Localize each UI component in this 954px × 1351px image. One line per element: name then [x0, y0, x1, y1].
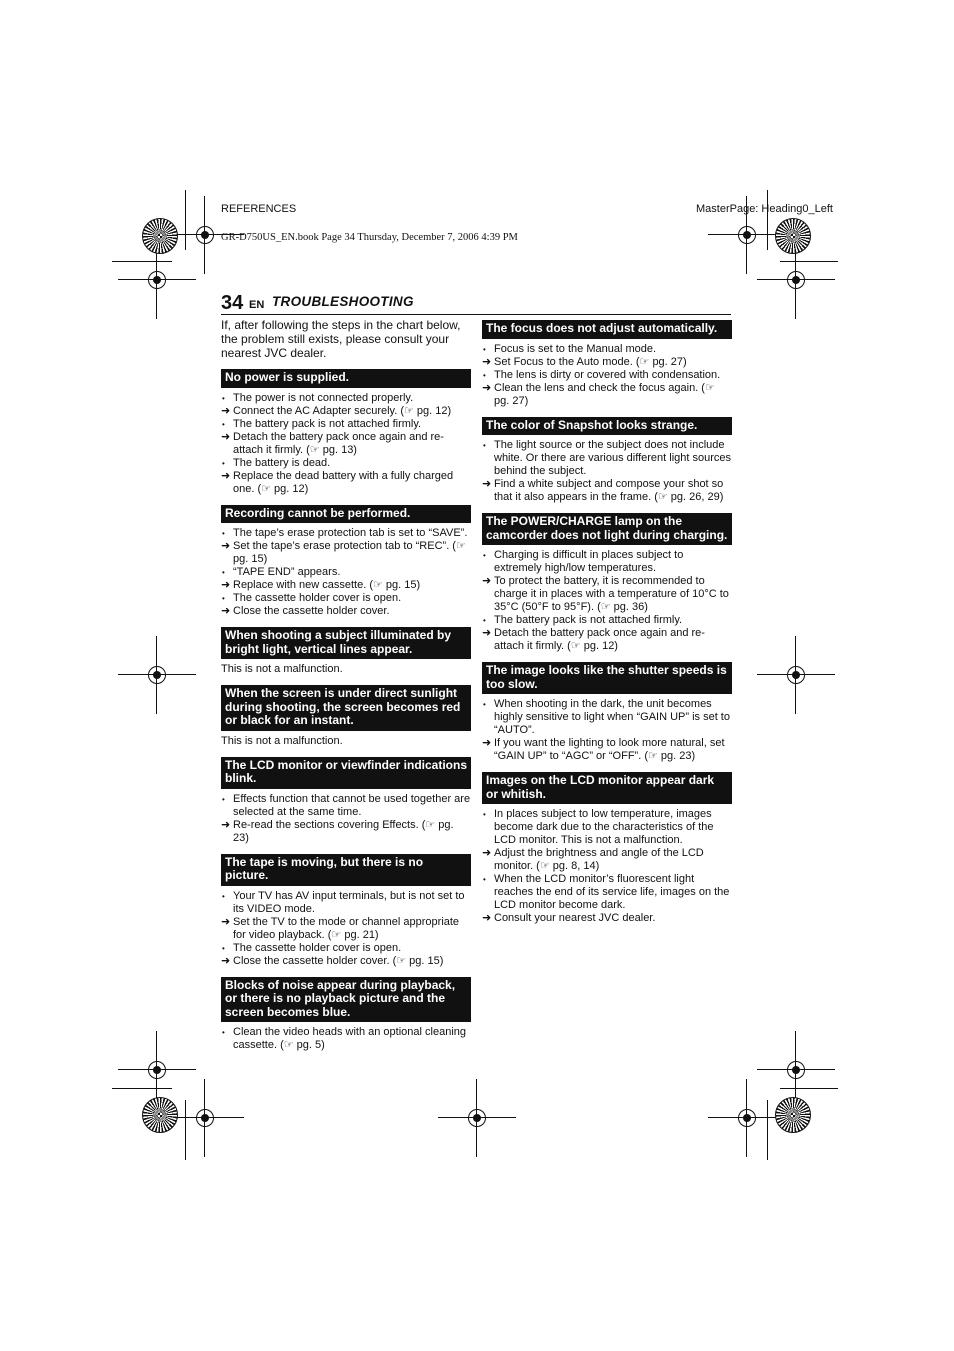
registration-mark-icon	[732, 220, 762, 250]
problem-remedy	[221, 579, 471, 592]
item-text: Effects function that cannot be used together are selected at the same time.	[233, 792, 471, 818]
registration-mark-icon	[190, 220, 220, 250]
item-text: Set the TV to the mode or channel appropriate for video playback. (☞ pg. 21)	[233, 915, 460, 941]
crop-mark	[185, 1100, 186, 1160]
trouble-section-title: The tape is moving, but there is no picture.	[221, 854, 471, 886]
bullet-icon: •	[483, 370, 486, 380]
problem-cause	[221, 890, 471, 916]
item-text: Connect the AC Adapter securely. (☞ pg. 12)	[233, 404, 452, 417]
trouble-section	[482, 513, 732, 653]
problem-cause	[482, 614, 732, 627]
arrow-right-icon: ➜	[482, 912, 492, 924]
registration-mark-icon	[142, 660, 172, 690]
arrow-right-icon: ➜	[221, 915, 231, 928]
trouble-section-title: The LCD monitor or viewfinder indications blink.	[221, 757, 471, 789]
problem-remedy	[482, 382, 732, 408]
bullet-icon: •	[483, 441, 486, 450]
bullet-icon: •	[222, 891, 225, 901]
item-text: Detach the battery pack once again and re-attach it firmly. (☞ pg. 13)	[233, 430, 444, 456]
trouble-section	[221, 627, 471, 676]
problem-cause	[221, 592, 471, 605]
problem-cause	[482, 549, 732, 575]
item-text: Replace with new cassette. (☞ pg. 15)	[233, 579, 421, 591]
problem-cause	[221, 527, 471, 540]
item-text: Focus is set to the Manual mode.	[494, 342, 657, 355]
item-text: Close the cassette holder cover. (☞ pg. 15)	[233, 954, 444, 967]
bullet-icon: •	[222, 568, 225, 577]
item-text: The cassette holder cover is open.	[233, 592, 402, 604]
page-heading	[221, 292, 731, 315]
problem-cause	[221, 566, 471, 579]
crop-mark	[780, 1088, 838, 1089]
arrow-right-icon: ➜	[221, 540, 231, 552]
bullet-icon: •	[483, 875, 486, 884]
trouble-section-title: The focus does not adjust automatically.	[482, 320, 732, 339]
problem-remedy	[221, 916, 471, 942]
item-text: Set Focus to the Auto mode. (☞ pg. 27)	[494, 355, 687, 368]
item-text: Re-read the sections covering Effects. (☞ pg. 23)	[233, 818, 454, 844]
problem-cause	[482, 808, 732, 847]
header-right: MasterPage: Heading0_Left	[696, 203, 833, 215]
item-text: If you want the lighting to look more natural, set “GAIN UP” to “AGC” or “OFF”. (☞ pg. 23)	[494, 737, 725, 762]
item-text: “TAPE END” appears.	[233, 566, 341, 578]
arrow-right-icon: ➜	[221, 430, 231, 443]
crop-mark	[767, 190, 768, 250]
trouble-section-title: Blocks of noise appear during playback, or there is no playback picture and the screen becomes blue.	[221, 977, 471, 1023]
problem-remedy	[221, 540, 471, 566]
problem-note	[221, 663, 471, 676]
trouble-section-title: When shooting a subject illuminated by bright light, vertical lines appear.	[221, 627, 471, 659]
problem-cause	[221, 793, 471, 819]
arrow-right-icon: ➜	[221, 818, 231, 831]
item-text: When the LCD monitor’s fluorescent light reaches the end of its service life, images on the LCD monitor become dark.	[494, 873, 730, 911]
trouble-section	[482, 662, 732, 763]
bullet-icon: •	[483, 810, 486, 819]
item-text: Charging is difficult in places subject to extremely high/low temperatures.	[494, 549, 684, 574]
header-left: REFERENCES	[221, 203, 297, 215]
registration-mark-icon	[462, 1103, 492, 1133]
registration-mark-icon	[190, 1103, 220, 1133]
trouble-section	[482, 417, 732, 505]
trouble-section-title: No power is supplied.	[221, 369, 471, 388]
trouble-section-title: When the screen is under direct sunlight during shooting, the screen becomes red or black for an instant.	[221, 685, 471, 731]
trouble-section-title: Images on the LCD monitor appear dark or whitish.	[482, 772, 732, 804]
arrow-right-icon: ➜	[221, 579, 231, 591]
bullet-icon: •	[483, 700, 486, 709]
bullet-icon: •	[222, 393, 225, 403]
item-text: Detach the battery pack once again and re-attach it firmly. (☞ pg. 12)	[494, 627, 705, 652]
color-target-icon	[142, 218, 178, 254]
item-text: The cassette holder cover is open.	[233, 941, 402, 954]
trouble-section-title: The image looks like the shutter speeds is too slow.	[482, 662, 732, 694]
problem-remedy	[482, 575, 732, 614]
problem-cause	[221, 1026, 471, 1052]
problem-remedy	[221, 819, 471, 845]
section-title: TROUBLESHOOTING	[272, 294, 414, 309]
bullet-icon: •	[222, 594, 225, 603]
item-text: Your TV has AV input terminals, but is not set to its VIDEO mode.	[233, 889, 465, 915]
bullet-icon: •	[483, 616, 486, 625]
item-text: Clean the lens and check the focus again. (☞ pg. 27)	[494, 381, 715, 407]
problem-cause	[482, 439, 732, 478]
bullet-icon: •	[222, 529, 225, 538]
color-target-icon	[775, 1097, 811, 1133]
item-text: When shooting in the dark, the unit becomes highly sensitive to light when “GAIN UP” is set to “AUTO”.	[494, 698, 730, 736]
item-text: Replace the dead battery with a fully charged one. (☞ pg. 12)	[233, 469, 454, 495]
color-target-icon	[775, 218, 811, 254]
arrow-right-icon: ➜	[482, 381, 492, 394]
bullet-icon: •	[222, 794, 225, 804]
left-column	[221, 318, 471, 1061]
crop-mark	[112, 261, 172, 262]
item-text: The tape’s erase protection tab is set to “SAVE”.	[233, 527, 468, 539]
arrow-right-icon: ➜	[221, 954, 231, 967]
trouble-section-title: The color of Snapshot looks strange.	[482, 417, 732, 436]
item-text: The lens is dirty or covered with condensation.	[494, 368, 721, 381]
arrow-right-icon: ➜	[221, 469, 231, 482]
problem-cause	[482, 873, 732, 912]
registration-mark-icon	[142, 265, 172, 295]
arrow-right-icon: ➜	[482, 737, 492, 749]
problem-note	[221, 735, 471, 748]
item-text: To protect the battery, it is recommended to charge it in places with a temperature of 10°C to 35°C (50°F to 95°F). (☞ pg. 36)	[494, 575, 729, 613]
trouble-section	[221, 685, 471, 748]
bullet-icon: •	[483, 551, 486, 560]
color-target-icon	[142, 1097, 178, 1133]
bullet-icon: •	[222, 458, 225, 468]
problem-remedy	[221, 405, 471, 418]
arrow-right-icon: ➜	[221, 605, 231, 617]
arrow-right-icon: ➜	[482, 355, 492, 368]
arrow-right-icon: ➜	[482, 847, 492, 859]
item-text: Consult your nearest JVC dealer.	[494, 912, 656, 924]
arrow-right-icon: ➜	[482, 627, 492, 639]
bullet-icon: •	[222, 943, 225, 953]
item-text: Adjust the brightness and angle of the LCD monitor. (☞ pg. 8, 14)	[494, 847, 704, 872]
trouble-section	[221, 369, 471, 496]
registration-mark-icon	[781, 265, 811, 295]
problem-cause	[482, 343, 732, 356]
item-text: Clean the video heads with an optional cleaning cassette. (☞ pg. 5)	[233, 1026, 466, 1051]
item-text: In places subject to low temperature, images become dark due to the characteristics of the LCD monitor. This is not a malfunction.	[494, 808, 714, 846]
book-info-line: GR-D750US_EN.book Page 34 Thursday, December 7, 2006 4:39 PM	[221, 232, 518, 243]
problem-cause	[221, 457, 471, 470]
crop-mark	[767, 1100, 768, 1160]
crop-mark	[185, 190, 186, 250]
right-column	[482, 320, 732, 934]
item-text: Find a white subject and compose your shot so that it also appears in the frame. (☞ pg. 26, 29)	[494, 478, 724, 503]
problem-remedy	[482, 356, 732, 369]
trouble-section-title: The POWER/CHARGE lamp on the camcorder does not light during charging.	[482, 513, 732, 545]
problem-remedy	[221, 605, 471, 618]
problem-remedy	[482, 478, 732, 504]
arrow-right-icon: ➜	[221, 404, 231, 417]
page-number: 34	[221, 292, 244, 314]
problem-cause	[482, 369, 732, 382]
problem-remedy	[221, 955, 471, 968]
arrow-right-icon: ➜	[482, 575, 492, 587]
trouble-section-title: Recording cannot be performed.	[221, 505, 471, 524]
trouble-section	[482, 320, 732, 408]
bullet-icon: •	[222, 419, 225, 429]
item-text: Set the tape’s erase protection tab to “REC”. (☞ pg. 15)	[233, 540, 466, 565]
trouble-section	[221, 505, 471, 619]
problem-remedy	[221, 431, 471, 457]
bullet-icon: •	[483, 344, 486, 354]
problem-remedy	[482, 912, 732, 925]
problem-remedy	[482, 737, 732, 763]
item-text: This is not a malfunction.	[221, 734, 343, 747]
arrow-right-icon: ➜	[482, 478, 492, 490]
trouble-section	[221, 977, 471, 1053]
intro-text: If, after following the steps in the chart below, the problem still exists, please consult your nearest JVC dealer.	[221, 318, 461, 360]
page-language: EN	[249, 299, 265, 311]
problem-cause	[221, 392, 471, 405]
registration-mark-icon	[732, 1103, 762, 1133]
item-text: The battery pack is not attached firmly.	[494, 614, 683, 626]
item-text: This is not a malfunction.	[221, 663, 343, 675]
item-text: The light source or the subject does not include white. Or there are various different light sources behind the subject.	[494, 439, 732, 477]
item-text: Close the cassette holder cover.	[233, 605, 390, 617]
problem-cause	[221, 942, 471, 955]
crop-mark	[780, 261, 838, 262]
problem-cause	[221, 418, 471, 431]
registration-mark-icon	[781, 1055, 811, 1085]
problem-remedy	[482, 627, 732, 653]
problem-remedy	[482, 847, 732, 873]
crop-mark	[112, 1088, 172, 1089]
problem-remedy	[221, 470, 471, 496]
registration-mark-icon	[142, 1055, 172, 1085]
trouble-section	[482, 772, 732, 925]
trouble-section	[221, 757, 471, 845]
problem-cause	[482, 698, 732, 737]
item-text: The battery is dead.	[233, 456, 331, 469]
registration-mark-icon	[781, 660, 811, 690]
item-text: The battery pack is not attached firmly.	[233, 417, 422, 430]
item-text: The power is not connected properly.	[233, 391, 414, 404]
bullet-icon: •	[222, 1028, 225, 1037]
trouble-section	[221, 854, 471, 968]
